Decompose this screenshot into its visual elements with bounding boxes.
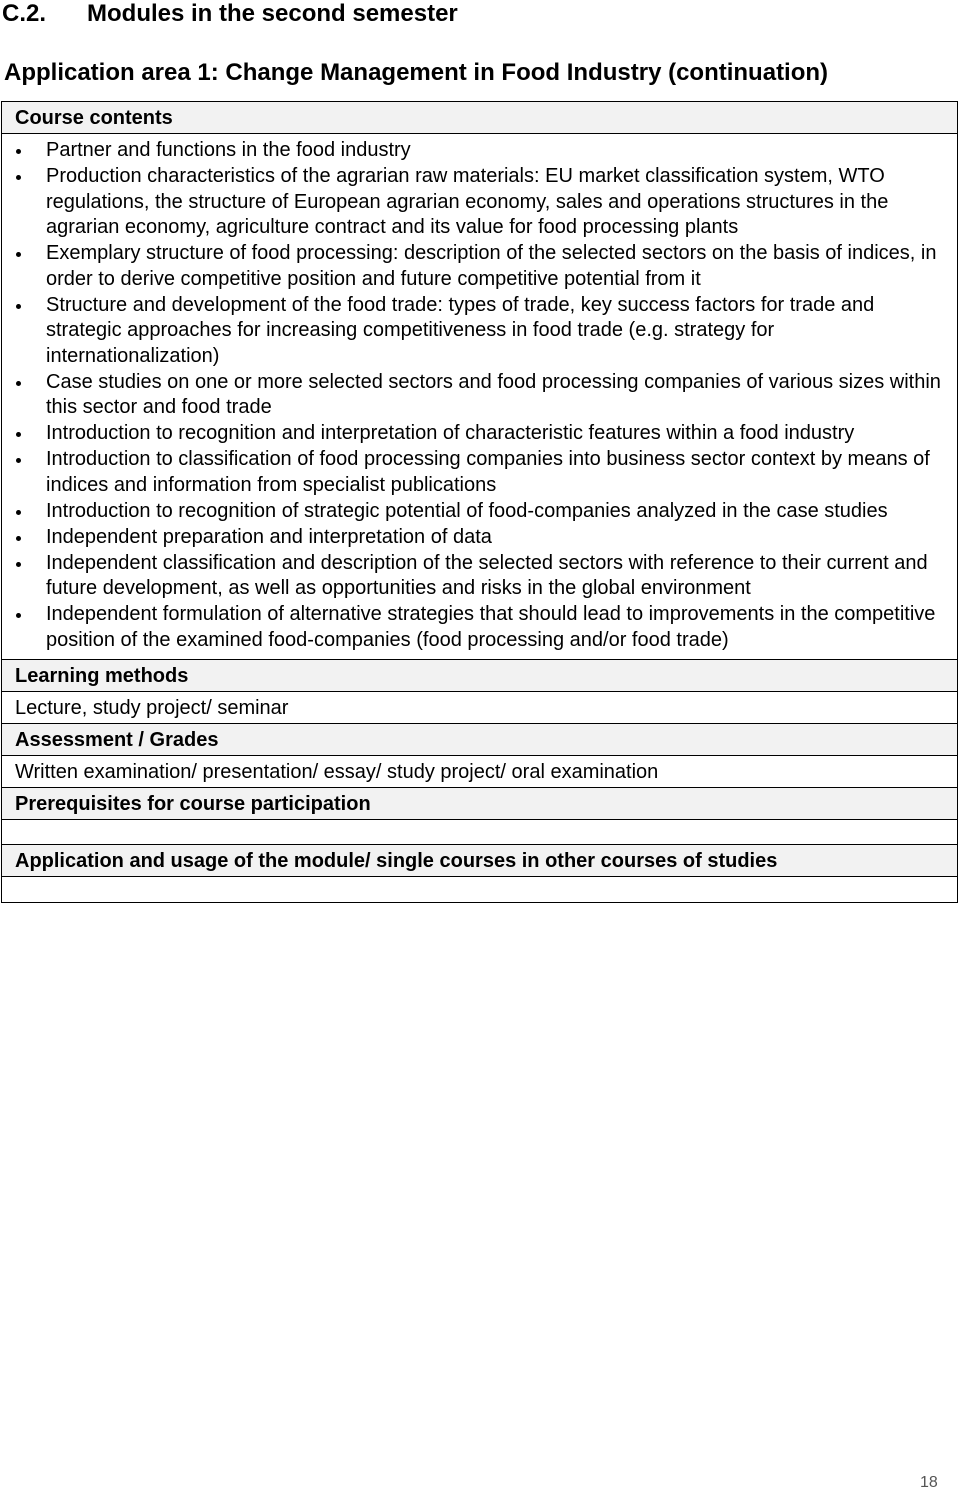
bullet-icon xyxy=(16,432,21,437)
list-item xyxy=(2,164,957,241)
module-table xyxy=(1,101,958,903)
list-item xyxy=(2,293,957,370)
area-heading: Application area 1: Change Management in Food Industry (continuation) xyxy=(4,59,829,86)
prerequisites-value xyxy=(2,820,957,845)
list-item xyxy=(2,241,957,292)
list-item xyxy=(2,138,957,164)
bullet-icon xyxy=(16,562,21,567)
section-title: Modules in the second semester xyxy=(87,0,458,27)
list-item-text: Structure and development of the food trade: types of trade, key success factors for trade and strategic approaches for increasing competitiveness in food trade (e.g. strategy for internationalization) xyxy=(46,293,875,367)
course-contents-cell xyxy=(2,134,957,660)
list-item-text: Introduction to classification of food processing companies into business sector context by means of indices and information from specialist publications xyxy=(46,448,930,496)
list-item-text: Independent formulation of alternative strategies that should lead to improvements in the competitive position of the examined food-companies (food processing and/or food trade) xyxy=(46,603,936,651)
list-item-text: Independent preparation and interpretation of data xyxy=(46,525,492,548)
list-item xyxy=(2,551,957,602)
prerequisites-header: Prerequisites for course participation xyxy=(2,788,957,820)
learning-methods-value: Lecture, study project/ seminar xyxy=(2,692,957,724)
list-item-text: Exemplary structure of food processing: description of the selected sectors on the basis of indices, in order to derive competitive position and future competitive potential from it xyxy=(46,242,937,290)
bullet-icon xyxy=(16,175,21,180)
assessment-header: Assessment / Grades xyxy=(2,724,957,756)
bullet-icon xyxy=(16,458,21,463)
list-item-text: Introduction to recognition of strategic potential of food-companies analyzed in the case studies xyxy=(46,499,888,522)
list-item xyxy=(2,447,957,498)
page-number: 18 xyxy=(920,1474,938,1491)
list-item-text: Case studies on one or more selected sectors and food processing companies of various sizes within this sector and food trade xyxy=(46,370,941,418)
assessment-value: Written examination/ presentation/ essay/ study project/ oral examination xyxy=(2,756,957,788)
list-item xyxy=(2,525,957,551)
list-item-text: Production characteristics of the agrarian raw materials: EU market classification system, WTO regulations, the structure of European agrarian economy, sales and operations structures in the agrarian economy, agriculture contract and its value for food processing plants xyxy=(46,165,889,238)
list-item-text: Independent classification and description of the selected sectors with reference to their current and future development, as well as opportunities and risks in the global environment xyxy=(46,551,928,599)
bullet-icon xyxy=(16,536,21,541)
bullet-icon xyxy=(16,252,21,257)
list-item xyxy=(2,370,957,421)
section-number: C.2. xyxy=(2,0,47,27)
list-item-text: Partner and functions in the food industry xyxy=(46,139,411,161)
application-header: Application and usage of the module/ single courses in other courses of studies xyxy=(2,845,957,877)
learning-methods-header: Learning methods xyxy=(2,660,957,692)
bullet-icon xyxy=(16,304,21,309)
bullet-icon xyxy=(16,613,21,618)
list-item xyxy=(2,499,957,525)
list-item-text: Introduction to recognition and interpretation of characteristic features within a food industry xyxy=(46,422,855,444)
bullet-icon xyxy=(16,381,21,386)
application-value xyxy=(2,877,957,902)
list-item xyxy=(2,421,957,447)
section-heading xyxy=(0,0,960,28)
list-item xyxy=(2,602,957,653)
bullet-icon xyxy=(16,510,21,515)
bullet-icon xyxy=(16,149,21,154)
course-contents-header: Course contents xyxy=(2,102,957,134)
course-contents-list xyxy=(2,138,957,653)
